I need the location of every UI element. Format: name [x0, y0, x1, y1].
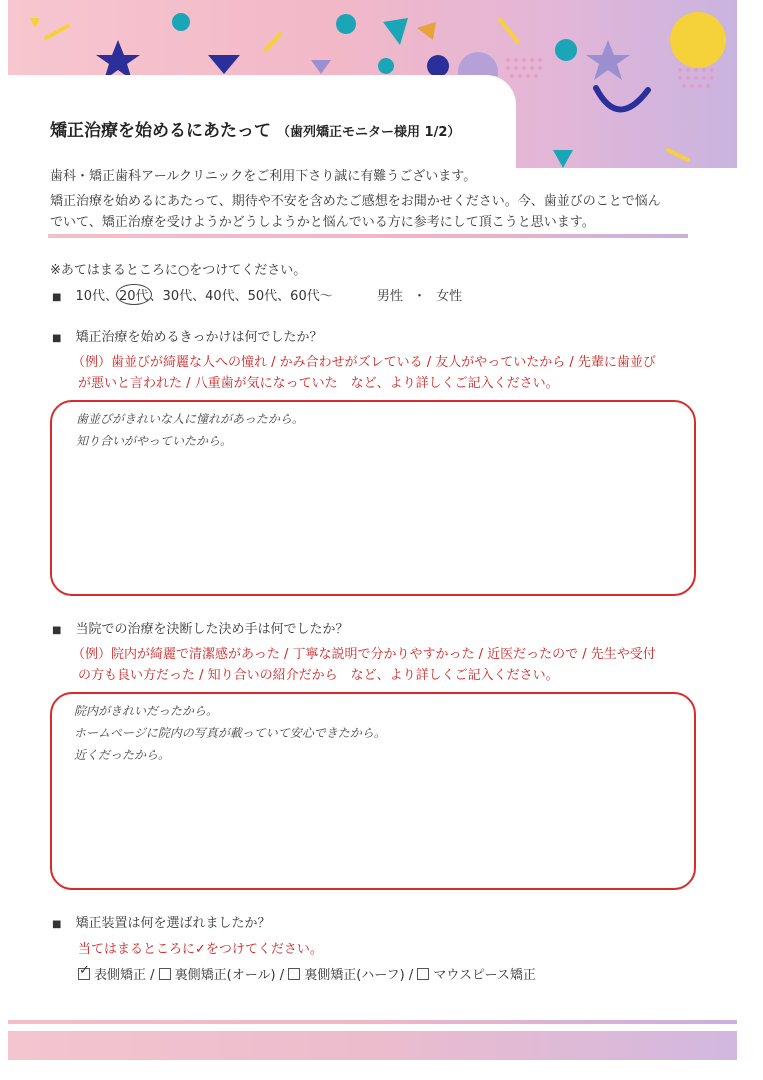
bullet-icon: ■ [52, 625, 62, 636]
q2-answer-line-1: 院内がきれいだったから。 [74, 704, 219, 718]
footer-banner [8, 1031, 737, 1060]
q3-options [78, 964, 536, 983]
checkbox-checked-icon[interactable] [78, 968, 90, 980]
gender-female[interactable]: 女性 [436, 289, 463, 304]
bullet-icon: ■ [52, 919, 62, 930]
q1-answer-line-1: 歯並びがきれいな人に憧れがあったから。 [76, 412, 304, 426]
checkbox-icon[interactable] [159, 968, 171, 980]
intro-line-2: 矯正治療を始めるにあたって、期待や不安を含めたご感想をお聞かせください。今、歯並びのことで悩ん [50, 194, 661, 209]
option-lingual-half[interactable]: 裏側矯正(ハーフ) [288, 968, 405, 983]
option-front-braces[interactable]: ✓表側矯正 [78, 968, 146, 983]
q2-answer-line-2: ホームページに院内の写真が載っていて安心できたから。 [74, 726, 386, 740]
bullet-icon: ■ [52, 292, 62, 303]
instruction-note: ※あてはまるところに○をつけてください。 [50, 263, 307, 278]
question-3 [52, 912, 270, 931]
question-2 [52, 618, 348, 637]
q2-answer-line-3: 近くだったから。 [74, 748, 171, 762]
triangle-shape [30, 18, 40, 28]
footer-divider [8, 1020, 737, 1024]
q1-answer-line-2: 知り合いがやっていたから。 [76, 434, 233, 448]
option-mouthpiece[interactable]: マウスピース矯正 [417, 968, 535, 983]
divider [48, 234, 688, 238]
question-1 [52, 326, 322, 345]
q1-example-2: が悪いと言われた / 八重歯が気になっていた など、より詳しくご記入ください。 [78, 376, 559, 391]
question-3-text: 矯正装置は何を選ばれましたか？ [75, 916, 271, 931]
age-10[interactable]: 10代、 [75, 289, 118, 304]
checkbox-icon[interactable] [288, 968, 300, 980]
q2-answer-box[interactable] [50, 692, 696, 890]
q2-example-1: （例）院内が綺麗で清潔感があった / 丁寧な説明で分かりやすかった / 近医だったので / 先生や受付 [72, 647, 656, 662]
bullet-icon: ■ [52, 333, 62, 344]
q1-answer-box[interactable] [50, 400, 696, 596]
q1-example-1: （例）歯並びが綺麗な人への憧れ / かみ合わせがズレている / 友人がやっていたから / 先輩に歯並び [72, 355, 656, 370]
title-text: 矯正治療を始めるにあたって [50, 121, 271, 141]
title-subtitle: （歯列矯正モニター様用 1/2） [277, 125, 461, 140]
option-separator: / [275, 968, 289, 983]
age-gender-row [52, 285, 462, 304]
intro-line-1: 歯科・矯正歯科アールクリニックをご利用下さり誠に有難うございます。 [50, 169, 477, 184]
gender-male[interactable]: 男性 [376, 289, 403, 304]
age-20-circled[interactable]: 20代 [116, 284, 152, 305]
q3-instruction: 当てはまるところに✓をつけてください。 [78, 942, 323, 957]
option-separator: / [146, 968, 159, 983]
checkbox-icon[interactable] [417, 968, 429, 980]
page-title [50, 116, 460, 141]
question-2-text: 当院での治療を決断した決め手は何でしたか？ [75, 622, 349, 637]
option-lingual-full[interactable]: 裏側矯正(オール) [159, 968, 276, 983]
age-other[interactable]: 、30代、40代、50代、60代～ [149, 289, 333, 304]
gender-separator: ・ [413, 289, 427, 304]
q2-example-2: の方も良い方だった / 知り合いの紹介だから など、より詳しくご記入ください。 [78, 668, 559, 683]
question-1-text: 矯正治療を始めるきっかけは何でしたか？ [75, 330, 323, 345]
star-shape [96, 40, 140, 80]
option-separator: / [404, 968, 418, 983]
intro-line-3: でいて、矯正治療を受けようかどうしようかと悩んでいる方に参考にして頂こうと思います。 [50, 215, 595, 230]
